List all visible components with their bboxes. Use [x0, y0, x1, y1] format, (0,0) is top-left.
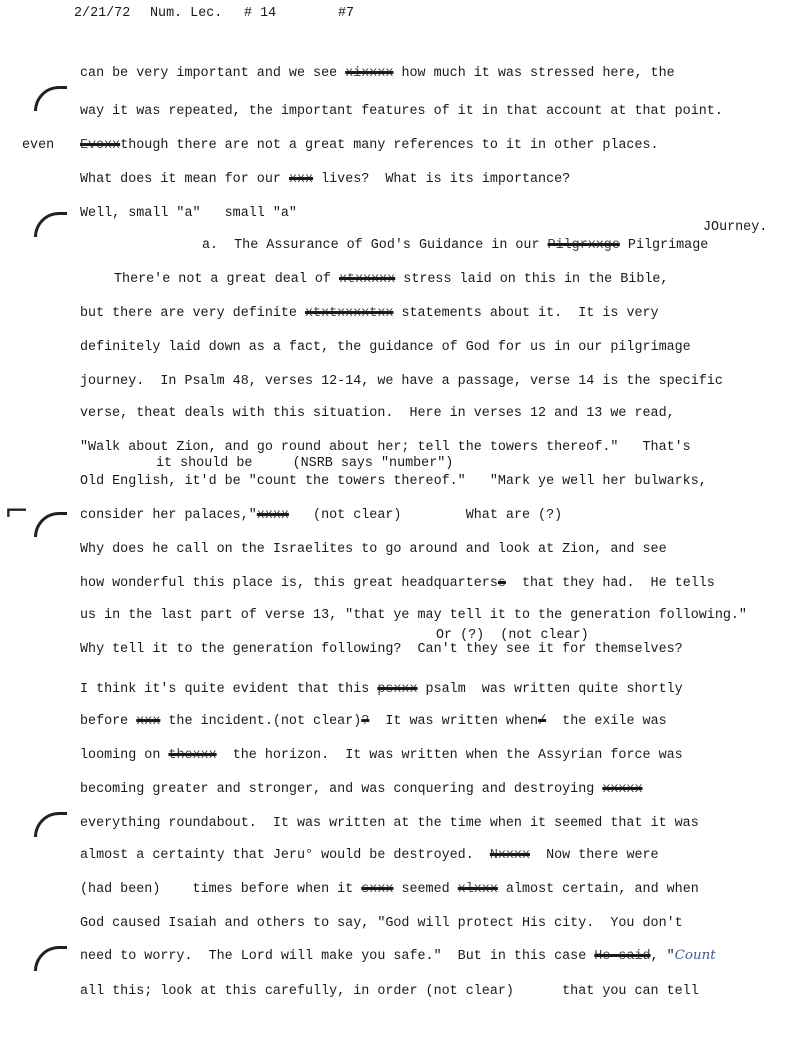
interlinear-note: Or (?) (not clear): [436, 628, 589, 643]
struck-out-text: xlxxx: [457, 882, 498, 897]
transcript-line: looming on thexxx the horizon. It was written when the Assyrian force was: [80, 748, 683, 763]
header-page-number: #7: [338, 6, 355, 21]
struck-out-text: thexxx: [168, 748, 217, 763]
struck-out-text: xxx: [136, 714, 161, 729]
transcript-line: Evexxthough there are not a great many references to it in other places.: [80, 138, 659, 153]
transcript-line: God caused Isaiah and others to say, "God will protect His city. You don't: [80, 916, 683, 931]
punch-hole-mark: [34, 812, 67, 837]
struck-out-text: Evexx: [80, 138, 121, 153]
header-lecture: # 14: [244, 6, 277, 21]
transcript-line: Well, small "a" small "a": [80, 206, 297, 221]
transcript-line: but there are very definite xtxtxxxxtxx statements about it. It is very: [80, 306, 659, 321]
header-course: Num. Lec.: [150, 6, 223, 21]
transcript-line: What does it mean for our xxx lives? What is its importance?: [80, 172, 571, 187]
transcript-line: "Walk about Zion, and go round about her; tell the towers thereof." That's: [80, 440, 691, 455]
punch-hole-mark: [34, 946, 67, 971]
transcript-line: I think it's quite evident that this psxxx psalm was written quite shortly: [80, 682, 683, 697]
punch-hole-mark: [34, 212, 67, 237]
section-heading: a. The Assurance of God's Guidance in our Pilgrxxge Pilgrimage: [202, 238, 709, 253]
transcript-line: before xxx the incident.(not clear)? It was written when/ the exile was: [80, 714, 667, 729]
struck-out-text: Pilgrxxge: [547, 238, 620, 253]
struck-out-text: sxxx: [361, 882, 394, 897]
struck-out-text: ?: [361, 714, 370, 729]
transcript-line: almost a certainty that Jeru° would be destroyed. Nxxxx Now there were: [80, 848, 659, 863]
transcript-line: Why tell it to the generation following? Can't they see it for themselves?: [80, 642, 683, 657]
transcript-line: Why does he call on the Israelites to go around and look at Zion, and see: [80, 542, 667, 557]
struck-out-text: xtxxxxx: [339, 272, 396, 287]
struck-out-text: xixxxx: [345, 66, 394, 81]
transcript-line: Old English, it'd be "count the towers thereof." "Mark ye well her bulwarks,: [80, 474, 707, 489]
transcript-line: There'e not a great deal of xtxxxxx stress laid on this in the Bible,: [114, 272, 669, 287]
struck-out-text: He said: [594, 949, 651, 964]
transcript-line: us in the last part of verse 13, "that ye may tell it to the generation following.": [80, 608, 747, 623]
punch-hole-mark: [34, 512, 67, 537]
transcript-line: definitely laid down as a fact, the guidance of God for us in our pilgrimage: [80, 340, 691, 355]
struck-out-text: xxxx: [256, 508, 289, 523]
punch-hole-mark: [34, 86, 67, 111]
corner-note: JOurney.: [703, 220, 768, 235]
struck-out-text: s: [497, 576, 506, 591]
transcript-line: all this; look at this carefully, in order (not clear) that you can tell: [80, 984, 699, 999]
handwritten-bracket-mark: ⌐: [4, 494, 30, 529]
transcript-line: becoming greater and stronger, and was conquering and destroying xxxxx: [80, 782, 643, 797]
transcript-line: consider her palaces,"xxxx (not clear) What are (?): [80, 508, 563, 523]
transcript-line: need to worry. The Lord will make you safe." But in this case He said, "Count: [80, 948, 716, 964]
transcript-line: everything roundabout. It was written at the time when it seemed that it was: [80, 816, 699, 831]
transcript-line: can be very important and we see xixxxx how much it was stressed here, the: [80, 66, 675, 81]
struck-out-text: xtxtxxxxtxx: [305, 306, 394, 321]
interlinear-note: it should be (NSRB says "number"): [156, 456, 454, 471]
transcript-line: (had been) times before when it sxxx seemed xlxxx almost certain, and when: [80, 882, 699, 897]
transcript-line: journey. In Psalm 48, verses 12-14, we have a passage, verse 14 is the specific: [80, 374, 723, 389]
struck-out-text: Nxxxx: [489, 848, 531, 863]
margin-note: even: [22, 138, 55, 153]
header-date: 2/21/72: [74, 6, 131, 21]
struck-out-text: /: [538, 714, 547, 729]
transcript-line: how wonderful this place is, this great headquarterss that they had. He tells: [80, 576, 715, 591]
handwritten-correction: Count: [674, 948, 716, 963]
transcript-line: way it was repeated, the important features of it in that account at that point.: [80, 104, 723, 119]
transcript-line: verse, theat deals with this situation. Here in verses 12 and 13 we read,: [80, 406, 675, 421]
struck-out-text: psxxx: [377, 682, 418, 697]
struck-out-text: xxx: [288, 172, 314, 187]
struck-out-text: xxxxx: [602, 782, 643, 797]
